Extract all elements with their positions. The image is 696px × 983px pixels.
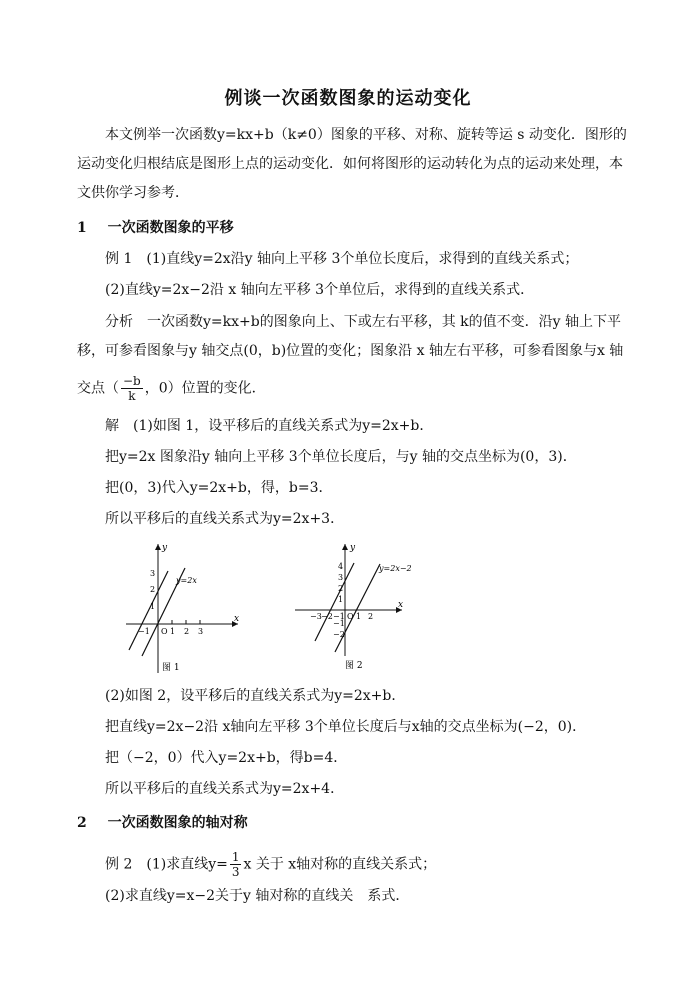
figure-2-tick-label: 1 — [356, 612, 362, 621]
example-2-question-1 — [105, 850, 436, 879]
fraction-numerator: −b — [123, 374, 141, 388]
figure-1-tick-label: −1 — [138, 627, 150, 636]
solution-1-line-1: 解 (1)如图 1，设平移后的直线关系式为y=2x+b． — [105, 418, 434, 434]
figure-2-tick-label: 1 — [338, 595, 344, 604]
figure-2-tick-label: −3 — [310, 612, 322, 621]
figure-2-tick-label: −1 — [333, 619, 345, 628]
figure-1-caption: 图 1 — [162, 663, 180, 673]
example-1-question-1: 例 1 (1)直线y=2x沿y 轴向上平移 3个单位长度后，求得到的直线关系式； — [105, 251, 579, 267]
solution-2-line-2: 把直线y=2x−2沿 x轴向左平移 3个单位长度后与x轴的交点坐标为(−2，0)． — [105, 719, 587, 735]
figure-2-x-label: x — [398, 600, 404, 610]
figure-2-tick-label: 3 — [338, 573, 344, 582]
figure-2-tick-label: 2 — [338, 584, 344, 593]
section-2-number: 2 — [77, 815, 87, 831]
example-2-q1-pre: 例 2 (1)求直线y= — [105, 856, 228, 873]
solution-2-line-4: 所以平移后的直线关系式为y=2x+4． — [105, 781, 345, 797]
intro-line-1: 本文例举一次函数y=kx+b（k≠0）图象的平移、对称、旋转等运 s 动变化．图形的 — [105, 127, 627, 143]
figure-2-tick-label: −1 — [333, 612, 345, 621]
solution-1-line-3: 把(0，3)代入y=2x+b，得，b=3． — [105, 480, 333, 496]
solution-2-line-1: (2)如图 2，设平移后的直线关系式为y=2x+b． — [105, 688, 406, 704]
solution-1-line-2: 把y=2x 图象沿y 轴向上平移 3个单位长度后，与y 轴的交点坐标为(0，3)． — [105, 449, 577, 465]
figure-2-tick-label: 4 — [338, 562, 344, 571]
analysis-line-3-pre: 交点（ — [77, 380, 119, 397]
figure-1-tick-label: 3 — [150, 569, 156, 578]
section-1-heading — [77, 218, 234, 238]
intro-line-3: 文供你学习参考． — [77, 185, 189, 201]
figure-2-y-arrow — [342, 544, 348, 550]
section-1-number: 1 — [77, 220, 87, 236]
figure-1-y-arrow — [155, 544, 161, 550]
analysis-line-2: 移，可参看图象与y 轴交点(0，b)位置的变化；图象沿 x 轴左右平移，可参看图象与x 轴 — [77, 343, 624, 359]
figure-2-tick-label: −2 — [321, 612, 333, 621]
figure-2-tick-label: −2 — [333, 630, 345, 639]
section-2-heading — [77, 813, 248, 833]
figure-2-y-label: y — [350, 543, 356, 553]
analysis-line-1: 分析 一次函数y=kx+b的图象向上、下或左右平移，其 k的值不变．沿y 轴上下平 — [105, 314, 622, 330]
figure-1-line-label: y=2x — [176, 576, 197, 585]
intro-line-2: 运动变化归根结底是图形上点的运动变化．如何将图形的运动转化为点的运动来处理，本 — [77, 156, 623, 172]
fraction-denominator: 3 — [231, 865, 240, 879]
analysis-line-3-post: ，0）位置的变化． — [144, 380, 266, 397]
figure-2-tick-label: 2 — [368, 612, 374, 621]
figure-1-x-label: x — [234, 614, 240, 624]
section-1-title: 一次函数图象的平移 — [107, 220, 234, 236]
figure-1-origin-label: O — [161, 627, 168, 636]
figure-1-line-shifted — [129, 571, 168, 650]
figure-1-tick-label: 3 — [198, 627, 204, 636]
fraction-one-third — [230, 850, 242, 879]
solution-1-line-4: 所以平移后的直线关系式为y=2x+3． — [105, 511, 345, 527]
figure-1-tick-label: 2 — [184, 627, 190, 636]
figure-1-graph — [118, 538, 248, 678]
figure-2-graph — [290, 538, 420, 678]
solution-2-line-3: 把（−2，0）代入y=2x+b，得b=4． — [105, 750, 348, 766]
figure-2-origin-label: O — [347, 612, 354, 621]
section-2-title: 一次函数图象的轴对称 — [107, 815, 248, 831]
example-1-question-2: (2)直线y=2x−2沿 x 轴向左平移 3个单位后，求得到的直线关系式． — [105, 282, 535, 298]
page-title: 例谈一次函数图象的运动变化 — [224, 88, 472, 109]
figure-1-tick-label: 1 — [150, 602, 156, 611]
figure-2-line-label: y=2x−2 — [379, 564, 412, 573]
analysis-line-3 — [77, 374, 266, 403]
example-2-question-2: (2)求直线y=x−2关于y 轴对称的直线关 系式． — [105, 888, 410, 904]
figure-1-tick-label: 2 — [150, 585, 156, 594]
figure-2-caption: 图 2 — [345, 661, 363, 671]
figure-1-tick-label: 1 — [170, 627, 176, 636]
fraction-denominator: k — [128, 389, 136, 403]
figure-1-y-label: y — [162, 543, 168, 553]
fraction-numerator: 1 — [231, 850, 240, 864]
example-2-q1-post: x 关于 x轴对称的直线关系式； — [243, 856, 437, 873]
fraction-neg-b-over-k — [121, 374, 143, 403]
